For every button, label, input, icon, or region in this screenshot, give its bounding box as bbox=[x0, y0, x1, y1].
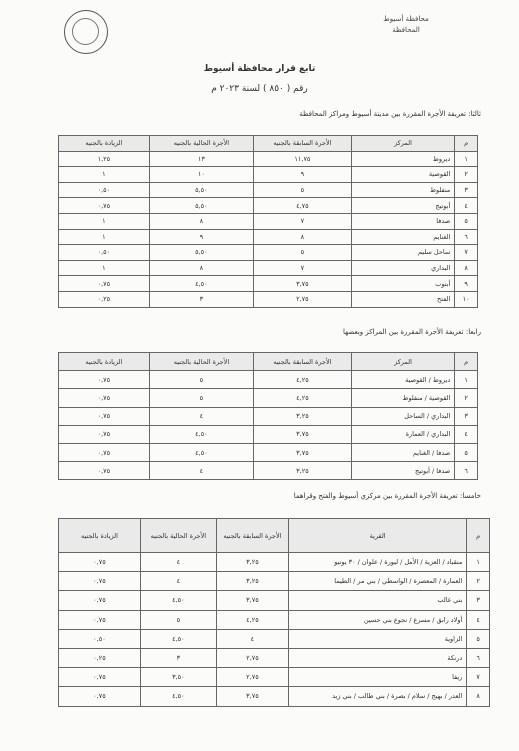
section-title-5: خامسا: تعريفة الأجرة المقررة بين مركزي أسيوط والفتح وقراهما bbox=[293, 492, 481, 500]
row-index: ١ bbox=[455, 151, 478, 167]
row-increase: ٠,٧٥ bbox=[59, 407, 150, 425]
row-name: صدفا bbox=[351, 213, 455, 229]
table-header-row bbox=[59, 353, 478, 371]
row-current-fare: ٤,٥٠ bbox=[149, 443, 253, 461]
row-increase: ٠,٧٥ bbox=[59, 462, 150, 480]
row-current-fare: ٤,٥٠ bbox=[149, 425, 253, 443]
table-row bbox=[59, 260, 478, 276]
row-name: أبوتيج bbox=[351, 198, 455, 214]
fare-table-villages bbox=[58, 518, 490, 707]
row-increase: ٠,٧٥ bbox=[59, 443, 150, 461]
row-previous-fare: ٣,٢٥ bbox=[216, 553, 288, 572]
row-current-fare: ٨ bbox=[149, 213, 253, 229]
row-increase: ٠,٧٥ bbox=[59, 425, 150, 443]
row-increase: ٠,٧٥ bbox=[59, 276, 150, 292]
row-name: أولاد رابق / مسرع / نجوع بني حسين bbox=[288, 610, 466, 629]
table-row bbox=[59, 389, 478, 407]
row-index: ١٠ bbox=[455, 291, 478, 307]
row-index: ٧ bbox=[467, 668, 490, 687]
row-index: ٧ bbox=[455, 245, 478, 261]
row-index: ٩ bbox=[455, 276, 478, 292]
row-current-fare: ٥,٥٠ bbox=[149, 245, 253, 261]
row-index: ٣ bbox=[455, 407, 478, 425]
row-name: أبنوب bbox=[351, 276, 455, 292]
row-index: ٥ bbox=[467, 629, 490, 648]
row-increase: ١ bbox=[59, 260, 150, 276]
row-previous-fare: ٧ bbox=[254, 213, 352, 229]
table-header-row bbox=[59, 519, 490, 553]
row-current-fare: ٥,٥٠ bbox=[149, 198, 253, 214]
row-name: صدفا / أبوتيج bbox=[351, 462, 455, 480]
col-header-village: القرية bbox=[288, 519, 466, 553]
row-name: منقباد / العزية / الأمل / ليورة / علوان / ٣٠ يونيو bbox=[288, 553, 466, 572]
table-row bbox=[59, 407, 478, 425]
row-name: العمارة / المعصرة / الواسطي / بني مر / الطيما bbox=[288, 572, 466, 591]
table-row bbox=[59, 213, 478, 229]
row-current-fare: ٥ bbox=[140, 610, 216, 629]
row-previous-fare: ٢,٧٥ bbox=[216, 668, 288, 687]
table-row bbox=[59, 648, 490, 667]
row-current-fare: ٤ bbox=[140, 572, 216, 591]
row-current-fare: ٣,٥٠ bbox=[140, 668, 216, 687]
row-current-fare: ٥,٥٠ bbox=[149, 182, 253, 198]
col-header-index: م bbox=[467, 519, 490, 553]
row-previous-fare: ٢,٧٥ bbox=[216, 648, 288, 667]
row-name: الفتح bbox=[351, 291, 455, 307]
row-current-fare: ٩ bbox=[149, 229, 253, 245]
row-current-fare: ٤,٥٠ bbox=[140, 687, 216, 706]
row-name: البداري / الساحل bbox=[351, 407, 455, 425]
row-current-fare: ٤,٥٠ bbox=[140, 591, 216, 610]
row-increase: ٠,٧٥ bbox=[59, 591, 141, 610]
row-index: ١ bbox=[467, 553, 490, 572]
row-index: ٨ bbox=[467, 687, 490, 706]
row-index: ٦ bbox=[467, 648, 490, 667]
row-name: درنكة bbox=[288, 648, 466, 667]
table-row bbox=[59, 629, 490, 648]
table-row bbox=[59, 291, 478, 307]
table-row bbox=[59, 229, 478, 245]
row-name: صدفا / الغنايم bbox=[351, 443, 455, 461]
row-previous-fare: ٣,٧٥ bbox=[254, 276, 352, 292]
decree-title: تابع قرار محافظة أسيوط bbox=[203, 64, 316, 74]
table-row bbox=[59, 151, 478, 167]
row-previous-fare: ٥ bbox=[254, 245, 352, 261]
row-previous-fare: ٤,٢٥ bbox=[216, 610, 288, 629]
col-header-previous-fare: الأجرة السابقة بالجنيه bbox=[254, 136, 352, 152]
governorate-header bbox=[371, 14, 441, 36]
row-previous-fare: ٤,٢٥ bbox=[254, 389, 352, 407]
row-increase: ٠,٥٠ bbox=[59, 245, 150, 261]
row-index: ٥ bbox=[455, 213, 478, 229]
row-name: بني غالب bbox=[288, 591, 466, 610]
row-increase: ٠,٧٥ bbox=[59, 198, 150, 214]
row-index: ١ bbox=[455, 371, 478, 389]
col-header-increase: الزيادة بالجنيه bbox=[59, 353, 150, 371]
col-header-previous-fare: الأجرة السابقة بالجنيه bbox=[254, 353, 352, 371]
row-previous-fare: ٣,٧٥ bbox=[216, 687, 288, 706]
row-current-fare: ١٣ bbox=[149, 151, 253, 167]
row-index: ٥ bbox=[455, 443, 478, 461]
row-previous-fare: ٤,٧٥ bbox=[254, 198, 352, 214]
row-increase: ٠,٢٥ bbox=[59, 648, 141, 667]
row-previous-fare: ١١,٧٥ bbox=[254, 151, 352, 167]
row-increase: ١ bbox=[59, 229, 150, 245]
row-index: ٤ bbox=[467, 610, 490, 629]
row-name: ديروط bbox=[351, 151, 455, 167]
row-increase: ٠,٧٥ bbox=[59, 553, 141, 572]
row-increase: ٠,٧٥ bbox=[59, 389, 150, 407]
row-increase: ٠,٧٥ bbox=[59, 610, 141, 629]
table-row bbox=[59, 462, 478, 480]
row-previous-fare: ٥ bbox=[254, 182, 352, 198]
table-row bbox=[59, 182, 478, 198]
table-row bbox=[59, 167, 478, 183]
header-line-1: محافظة أسيوط bbox=[383, 15, 429, 23]
decree-number: رقم ( ٨٥٠ ) لسنة ٢٠٢٣ م bbox=[211, 84, 308, 94]
row-name: البداري bbox=[351, 260, 455, 276]
row-current-fare: ٣ bbox=[140, 648, 216, 667]
row-index: ٢ bbox=[455, 389, 478, 407]
row-previous-fare: ٣,٧٥ bbox=[216, 591, 288, 610]
table-row bbox=[59, 591, 490, 610]
row-increase: ١,٢٥ bbox=[59, 151, 150, 167]
col-header-center: المركز bbox=[351, 136, 455, 152]
row-increase: ٠,٧٥ bbox=[59, 371, 150, 389]
row-current-fare: ٤ bbox=[140, 553, 216, 572]
row-index: ٣ bbox=[455, 182, 478, 198]
row-name: ساحل سليم bbox=[351, 245, 455, 261]
row-current-fare: ٨ bbox=[149, 260, 253, 276]
row-previous-fare: ٣,٢٥ bbox=[254, 462, 352, 480]
row-name: الزاوية bbox=[288, 629, 466, 648]
table-row bbox=[59, 610, 490, 629]
table-row bbox=[59, 687, 490, 706]
row-name: ديروط / القوصية bbox=[351, 371, 455, 389]
table-row bbox=[59, 443, 478, 461]
table-header-row bbox=[59, 136, 478, 152]
row-index: ٤ bbox=[455, 198, 478, 214]
row-increase: ٠,٧٥ bbox=[59, 687, 141, 706]
row-previous-fare: ٩ bbox=[254, 167, 352, 183]
col-header-increase: الزيادة بالجنيه bbox=[59, 519, 141, 553]
row-previous-fare: ٣,٢٥ bbox=[216, 572, 288, 591]
row-current-fare: ٤,٥٠ bbox=[149, 276, 253, 292]
row-name: ريفا bbox=[288, 668, 466, 687]
row-previous-fare: ٣,٧٥ bbox=[254, 443, 352, 461]
row-index: ٤ bbox=[455, 425, 478, 443]
row-increase: ٠,٥٠ bbox=[59, 629, 141, 648]
table-row bbox=[59, 198, 478, 214]
col-header-index: م bbox=[455, 136, 478, 152]
row-current-fare: ٥ bbox=[149, 371, 253, 389]
table-row bbox=[59, 668, 490, 687]
row-index: ٦ bbox=[455, 229, 478, 245]
row-current-fare: ٤,٥٠ bbox=[140, 629, 216, 648]
row-name: البداري / العمارة bbox=[351, 425, 455, 443]
row-previous-fare: ٤,٢٥ bbox=[254, 371, 352, 389]
table-row bbox=[59, 425, 478, 443]
col-header-current-fare: الأجرة الحالية بالجنيه bbox=[149, 136, 253, 152]
row-increase: ٠,٧٥ bbox=[59, 572, 141, 591]
table-row bbox=[59, 572, 490, 591]
col-header-current-fare: الأجرة الحالية بالجنيه bbox=[140, 519, 216, 553]
row-previous-fare: ٨ bbox=[254, 229, 352, 245]
row-previous-fare: ٣,٢٥ bbox=[254, 407, 352, 425]
row-current-fare: ٥ bbox=[149, 389, 253, 407]
row-index: ٢ bbox=[455, 167, 478, 183]
row-increase: ١ bbox=[59, 167, 150, 183]
row-increase: ١ bbox=[59, 213, 150, 229]
fare-table-city-centers bbox=[58, 135, 478, 308]
col-header-current-fare: الأجرة الحالية بالجنيه bbox=[149, 353, 253, 371]
col-header-increase: الزيادة بالجنيه bbox=[59, 136, 150, 152]
row-name: الغنايم bbox=[351, 229, 455, 245]
row-index: ٦ bbox=[455, 462, 478, 480]
row-name: القوصية / منفلوط bbox=[351, 389, 455, 407]
row-name: القوصية bbox=[351, 167, 455, 183]
row-increase: ٠,٥٠ bbox=[59, 182, 150, 198]
row-increase: ٠,٧٥ bbox=[59, 668, 141, 687]
row-previous-fare: ٢,٧٥ bbox=[254, 291, 352, 307]
row-name: العدر / بهيج / سلام / بصرة / بني طالب / بني زيد bbox=[288, 687, 466, 706]
fare-table-between-centers bbox=[58, 352, 478, 480]
row-previous-fare: ٧ bbox=[254, 260, 352, 276]
section-title-4: رابعا: تعريفة الأجرة المقررة بين المراكز وبعضها bbox=[343, 328, 481, 336]
table-row bbox=[59, 553, 490, 572]
row-index: ٢ bbox=[467, 572, 490, 591]
table-row bbox=[59, 245, 478, 261]
row-current-fare: ٤ bbox=[149, 407, 253, 425]
table-row bbox=[59, 276, 478, 292]
row-index: ٨ bbox=[455, 260, 478, 276]
row-current-fare: ١٠ bbox=[149, 167, 253, 183]
row-increase: ٠,٢٥ bbox=[59, 291, 150, 307]
col-header-index: م bbox=[455, 353, 478, 371]
table-row bbox=[59, 371, 478, 389]
row-index: ٣ bbox=[467, 591, 490, 610]
row-previous-fare: ٤ bbox=[216, 629, 288, 648]
header-line-2: المحافظة bbox=[392, 26, 420, 34]
row-previous-fare: ٣,٧٥ bbox=[254, 425, 352, 443]
col-header-center: المركز bbox=[351, 353, 455, 371]
row-current-fare: ٤ bbox=[149, 462, 253, 480]
government-seal-logo bbox=[64, 10, 108, 54]
col-header-previous-fare: الأجرة السابقة بالجنيه bbox=[216, 519, 288, 553]
section-title-3: ثالثا: تعريفة الأجرة المقررة بين مدينة أسيوط ومراكز المحافظة bbox=[299, 110, 481, 118]
row-name: منفلوط bbox=[351, 182, 455, 198]
row-current-fare: ٣ bbox=[149, 291, 253, 307]
